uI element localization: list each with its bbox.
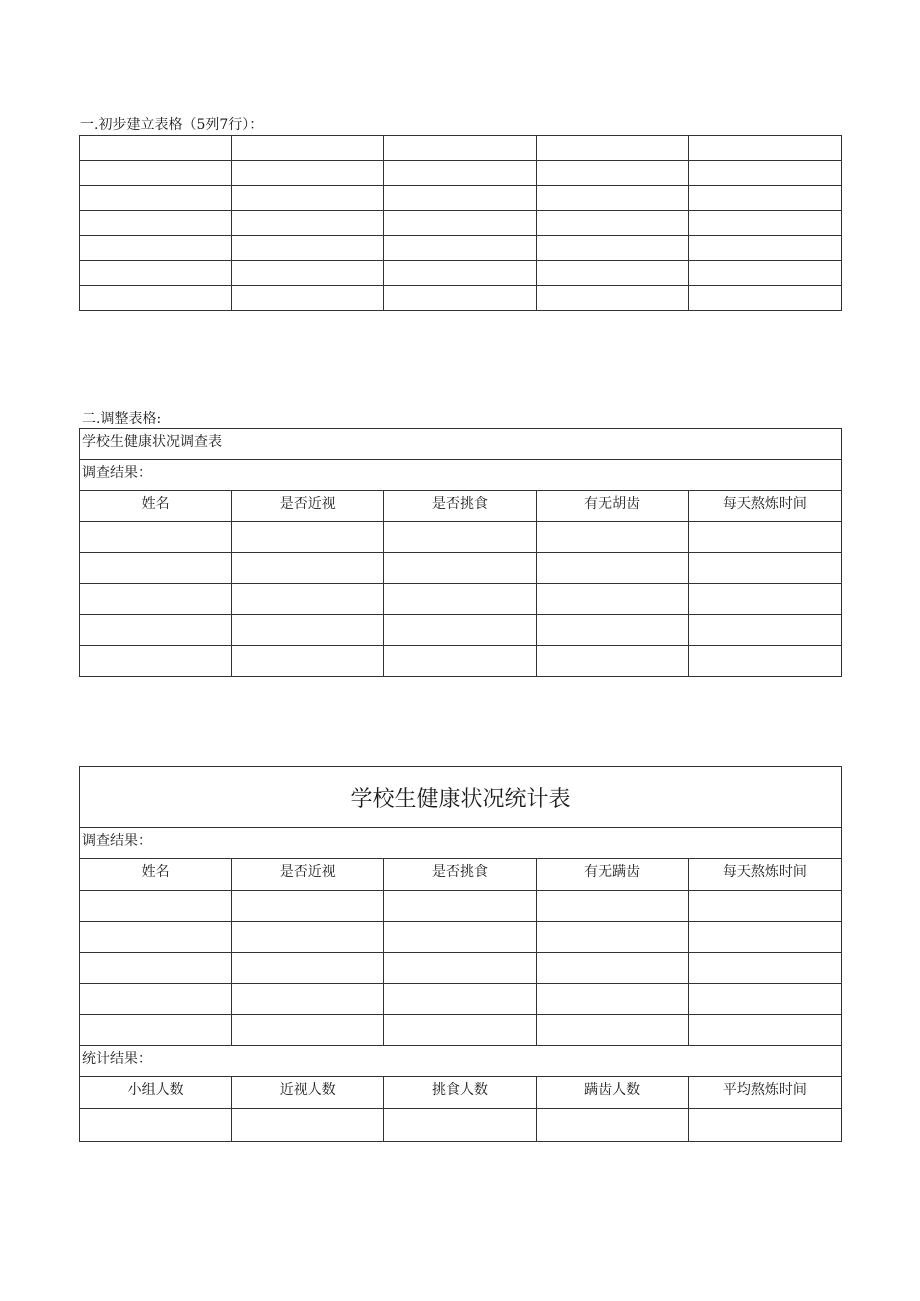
stats-header-teeth-count: 蹒齿人数 [536, 1077, 688, 1109]
table-cell [232, 286, 384, 311]
table-cell [688, 211, 841, 236]
table-cell [688, 646, 841, 677]
table-cell [536, 211, 688, 236]
statistics-header-picky: 是否挑食 [384, 859, 536, 891]
statistics-row [80, 953, 842, 984]
table-cell [232, 891, 384, 922]
table-cell [688, 922, 841, 953]
table-cell [688, 891, 841, 922]
table-cell [384, 953, 536, 984]
table-cell [80, 136, 232, 161]
table-cell [80, 922, 232, 953]
table-cell [384, 261, 536, 286]
table-cell [80, 1109, 232, 1142]
table-cell [536, 646, 688, 677]
table-cell [80, 646, 232, 677]
statistics-header-teeth: 有无蹒齿 [536, 859, 688, 891]
table-cell [536, 584, 688, 615]
table-cell [536, 522, 688, 553]
table-cell [80, 211, 232, 236]
table-cell [232, 1109, 384, 1142]
survey-header-name: 姓名 [80, 491, 232, 522]
stats-header-group-size: 小组人数 [80, 1077, 232, 1109]
statistics-header-myopia: 是否近视 [232, 859, 384, 891]
stats-header-picky-count: 挑食人数 [384, 1077, 536, 1109]
table-cell [688, 286, 841, 311]
table-cell [80, 615, 232, 646]
survey-header-picky: 是否挑食 [384, 491, 536, 522]
stats-header-myopia-count: 近视人数 [232, 1077, 384, 1109]
table-cell [80, 236, 232, 261]
table-cell [536, 186, 688, 211]
table-cell [80, 186, 232, 211]
table-cell [688, 1015, 841, 1046]
statistics-summary-row [80, 1109, 842, 1142]
table-cell [80, 1015, 232, 1046]
table-cell [384, 1015, 536, 1046]
table-cell [536, 161, 688, 186]
grid-row [80, 186, 842, 211]
statistics-subheading: 调查结果： [80, 828, 842, 859]
table-cell [80, 984, 232, 1015]
table-cell [80, 161, 232, 186]
table-cell [80, 261, 232, 286]
table-cell [536, 261, 688, 286]
statistics-title: 学校生健康状况统计表 [80, 767, 842, 828]
table-cell [536, 136, 688, 161]
survey-header-myopia: 是否近视 [232, 491, 384, 522]
table-cell [384, 891, 536, 922]
table-cell [232, 984, 384, 1015]
section2-heading: 二.调整表格: [82, 411, 162, 427]
table-cell [536, 922, 688, 953]
survey-subheading: 调查结果： [80, 460, 842, 491]
grid-row [80, 286, 842, 311]
table-cell [232, 236, 384, 261]
table-cell [688, 522, 841, 553]
survey-title: 学校生健康状况调查表 [80, 429, 842, 460]
table-cell [232, 953, 384, 984]
table-cell [688, 615, 841, 646]
table-cell [232, 186, 384, 211]
table-cell [80, 891, 232, 922]
survey-row [80, 615, 842, 646]
table-cell [384, 161, 536, 186]
table-cell [536, 236, 688, 261]
section1-heading: 一.初步建立表格（5列7行）： [80, 117, 264, 133]
table-cell [536, 286, 688, 311]
survey-row [80, 646, 842, 677]
table-cell [688, 261, 841, 286]
table-cell [384, 211, 536, 236]
table-cell [384, 922, 536, 953]
table-cell [536, 891, 688, 922]
table-cell [688, 553, 841, 584]
survey-row [80, 584, 842, 615]
table-cell [536, 615, 688, 646]
blank-grid-table [79, 135, 842, 311]
table-cell [232, 615, 384, 646]
statistics-table [79, 766, 842, 1142]
table-cell [232, 922, 384, 953]
table-cell [688, 186, 841, 211]
table-cell [384, 136, 536, 161]
table-cell [232, 646, 384, 677]
table-cell [232, 136, 384, 161]
statistics-row [80, 891, 842, 922]
statistics-row [80, 922, 842, 953]
survey-table [79, 428, 842, 677]
table-cell [80, 953, 232, 984]
survey-row [80, 522, 842, 553]
table-cell [688, 161, 841, 186]
statistics-row [80, 984, 842, 1015]
table-cell [80, 584, 232, 615]
statistics-header-exercise: 每天熬炼时间 [688, 859, 841, 891]
table-cell [232, 584, 384, 615]
grid-row [80, 236, 842, 261]
table-cell [688, 1109, 841, 1142]
statistics-header-name: 姓名 [80, 859, 232, 891]
table-cell [688, 953, 841, 984]
table-cell [384, 984, 536, 1015]
table-cell [80, 286, 232, 311]
table-cell [536, 1015, 688, 1046]
table-cell [80, 553, 232, 584]
table-cell [232, 522, 384, 553]
table-cell [384, 236, 536, 261]
statistics-result-label: 统计结果： [80, 1046, 842, 1077]
table-cell [232, 211, 384, 236]
table-cell [384, 186, 536, 211]
table-cell [232, 1015, 384, 1046]
table-cell [384, 646, 536, 677]
table-cell [232, 553, 384, 584]
grid-row [80, 161, 842, 186]
grid-row [80, 211, 842, 236]
table-cell [688, 136, 841, 161]
table-cell [536, 1109, 688, 1142]
table-cell [232, 161, 384, 186]
table-cell [384, 286, 536, 311]
grid-row [80, 136, 842, 161]
table-cell [384, 1109, 536, 1142]
survey-row [80, 553, 842, 584]
table-cell [688, 584, 841, 615]
stats-header-avg-exercise: 平均熬炼时间 [688, 1077, 841, 1109]
table-cell [384, 553, 536, 584]
table-cell [536, 953, 688, 984]
table-cell [688, 236, 841, 261]
table-cell [384, 584, 536, 615]
grid-row [80, 261, 842, 286]
survey-header-exercise: 每天熬炼时间 [688, 491, 841, 522]
table-cell [536, 553, 688, 584]
survey-header-teeth: 有无胡齿 [536, 491, 688, 522]
table-cell [80, 522, 232, 553]
table-cell [536, 984, 688, 1015]
table-cell [232, 261, 384, 286]
statistics-row [80, 1015, 842, 1046]
table-cell [688, 984, 841, 1015]
table-cell [384, 615, 536, 646]
table-cell [384, 522, 536, 553]
